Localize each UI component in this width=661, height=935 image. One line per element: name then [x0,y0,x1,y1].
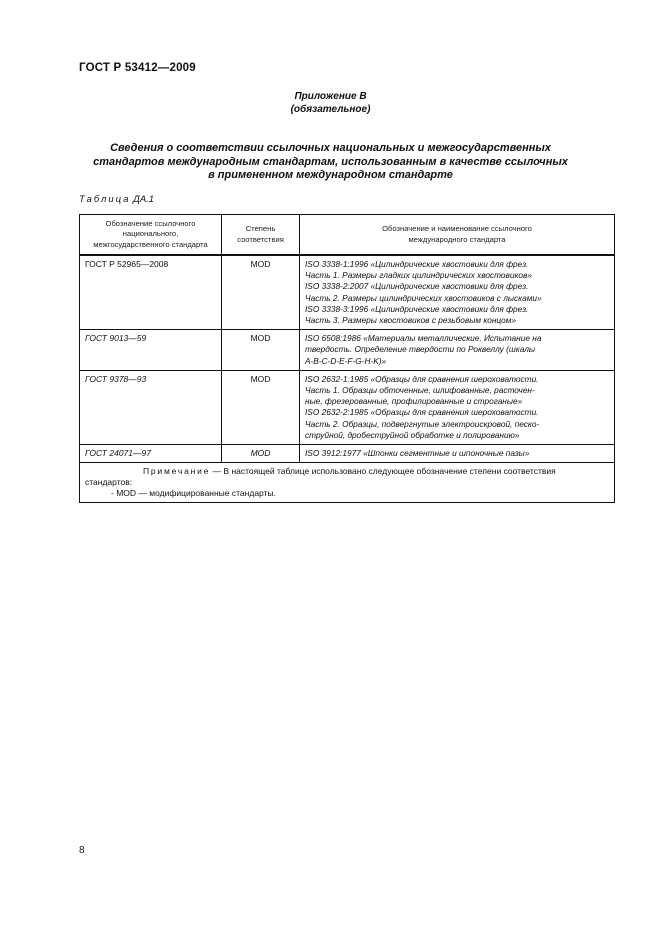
international-line: ISO 3338-2:2007 «Цилиндрические хвостовики для фрез. [305,281,529,292]
degree-cell: MOD [222,370,300,444]
header-international-standard [300,215,615,256]
table-caption [79,194,154,205]
header-national-standard [80,215,222,256]
note-line [85,466,609,477]
international-line: струйной, дробеструйной обработке и полированию» [305,429,520,440]
international-line: Часть 3. Размеры хвостовиков с резьбовым концом» [305,315,517,326]
international-standard-cell [300,445,615,463]
table-caption-label: Таблица [79,194,131,205]
section-title [0,142,661,183]
national-standard-cell: ГОСТ Р 52965—2008 [80,255,222,330]
appendix-status: (обязательное) [290,104,371,115]
international-line: ISO 3912:1977 «Шпонки сегментные и шпоночные пазы» [305,448,530,459]
degree-cell: MOD [222,330,300,371]
table-row [80,255,615,330]
header-degree [222,215,300,256]
note-line: стандартов: [85,477,133,488]
document-code: ГОСТ Р 53412—2009 [79,62,196,74]
international-line: твердость. Определение твердости по Роквеллу (шкалы [305,344,535,355]
table-header-row [80,215,615,256]
table-row [80,445,615,463]
header-line: национального, [122,229,179,239]
section-title-line: в примененном международном стандарте [208,169,453,181]
international-line: ISO 2632-1:1985 «Образцы для сравнения шероховатости. [305,373,539,384]
international-standard-cell [300,255,615,330]
international-standard-cell [300,330,615,371]
table-row [80,330,615,371]
header-line: Обозначение ссылочного [105,218,196,228]
degree-cell: MOD [222,255,300,330]
international-line: A-B-C-D-E-F-G-H-K)» [305,355,387,366]
section-title-line: стандартов международным стандартам, использованным в качестве ссылочных [93,155,568,168]
national-standard-cell: ГОСТ 9013—59 [80,330,222,371]
international-line: Часть 1. Образцы обточенные, шлифованные, расточен- [305,385,535,396]
international-standard-cell [300,370,615,444]
table-note-row [80,463,615,503]
header-line: межгосударственного стандарта [93,239,208,249]
header-line: Обозначение и наименование ссылочного [382,224,532,233]
note-item: - MOD — модифицированные стандарты. [111,488,276,499]
international-line: Часть 2. Размеры цилиндрических хвостовиков с лысками» [305,292,542,303]
table-note [80,463,615,503]
national-standard-cell: ГОСТ 24071—97 [80,445,222,463]
international-line: ISO 6508:1986 «Материалы металлические. Испытание на [305,333,542,344]
degree-cell: MOD [222,445,300,463]
national-standard-cell: ГОСТ 9378—93 [80,370,222,444]
note-label: Примечание [143,466,211,477]
international-line: ные, фрезерованные, профилированные и строганые» [305,396,523,407]
note-text: — В настоящей таблице использовано следующее обозначение степени соответствия [210,466,556,477]
correspondence-table [79,214,615,503]
table-row [80,370,615,444]
international-line: Часть 1. Размеры гладких цилиндрических хвостовиков» [305,270,532,281]
header-line: соответствия [237,234,284,244]
header-line: Степень [245,224,276,233]
international-line: ISO 3338-1:1996 «Цилиндрические хвостовики для фрез. [305,259,529,269]
international-line: Часть 2. Образцы, подвергнутые электроискровой, песко- [305,418,540,429]
international-line: ISO 2632-2:1985 «Образцы для сравнения шероховатости. [305,407,539,418]
page-number: 8 [79,845,85,856]
table-caption-number: ДА.1 [133,194,155,205]
header-line: международного стандарта [408,234,506,244]
appendix-title: Приложение В [294,91,367,102]
section-title-line: Сведения о соответствии ссылочных национальных и межгосударственных [110,142,551,154]
international-line: ISO 3338-3:1996 «Цилиндрические хвостовики для фрез. [305,303,529,314]
